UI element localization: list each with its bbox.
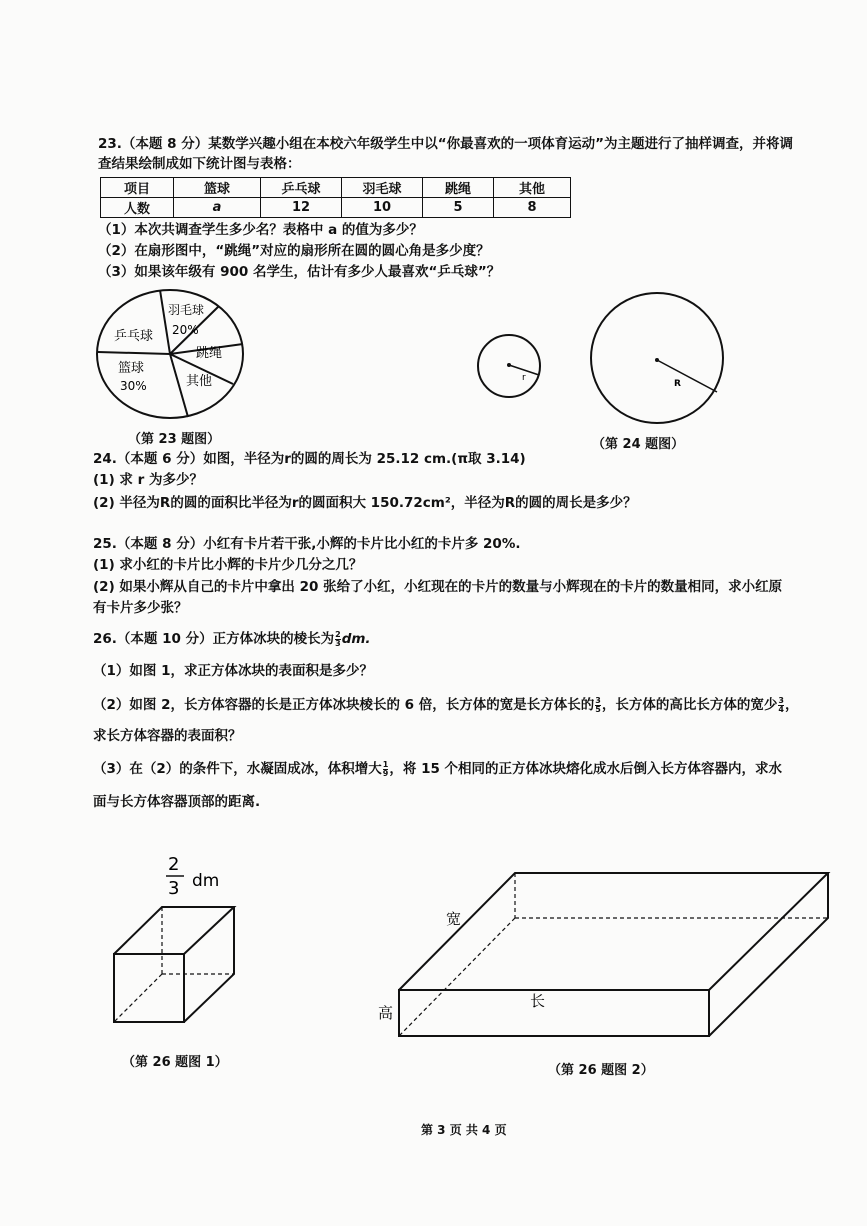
- pie-label-pingpong: 乒乓球: [114, 329, 154, 344]
- q26-sub3-c: 面与长方体容器顶部的距离.: [93, 794, 261, 810]
- q26-sub3-fraction: [383, 761, 389, 778]
- fraction-denominator: 3: [335, 638, 341, 648]
- fraction-denominator: 9: [382, 768, 389, 778]
- pie-label-basketball-pct: 30%: [120, 379, 147, 393]
- q26-sub3: [93, 759, 782, 779]
- q26-edge-fraction: [335, 631, 341, 648]
- cuboid-height-label: 高: [378, 1004, 394, 1022]
- q23-sub3: （3）如果该年级有 900 名学生，估计有多少人最喜欢“乒乓球”？: [98, 264, 501, 280]
- q26-sub3-text-a: （3）在（2）的条件下，水凝固成冰，体积增大: [93, 761, 382, 777]
- table-cell: 跳绳: [423, 178, 494, 198]
- q23-caption: （第 23 题图）: [128, 432, 221, 447]
- fraction-numerator: 3: [595, 695, 601, 705]
- table-cell: 8: [494, 198, 571, 218]
- q23-sub2: （2）在扇形图中，“跳绳”对应的扇形所在圆的圆心角是多少度？: [98, 243, 490, 259]
- cuboid-front-face: [399, 990, 709, 1036]
- cube-edge-denominator: 3: [168, 878, 180, 899]
- pie-label-other: 其他: [186, 374, 213, 389]
- q26-line1-text: 26.（本题 10 分）正方体冰块的棱长为: [93, 631, 335, 647]
- table-cell: 其他: [494, 178, 571, 198]
- table-row: [101, 178, 571, 198]
- q26-sub2-text-b: ，长方体的高比长方体的宽少: [601, 697, 778, 713]
- q25-line1: 25.（本题 8 分）小红有卡片若干张,小辉的卡片比小红的卡片多 20%.: [93, 536, 521, 552]
- q23-statistics-table: [100, 177, 571, 218]
- q24-small-circle-figure: [472, 332, 546, 402]
- table-cell: 5: [423, 198, 494, 218]
- pie-divider: [98, 352, 170, 354]
- fraction-numerator: 3: [778, 695, 784, 705]
- q23-line1: 23.（本题 8 分）某数学兴趣小组在本校六年级学生中以“你最喜欢的一项体育运动”为主题进行了抽样调查，并将调: [98, 136, 793, 152]
- pie-divider: [160, 290, 170, 354]
- cube-edge-numerator: 2: [168, 854, 180, 875]
- big-radius-label: R: [674, 379, 681, 389]
- cube-edge-unit: dm: [192, 871, 220, 891]
- q24-line1: 24.（本题 6 分）如图，半径为r的圆的周长为 25.12 cm.(π取 3.14): [93, 451, 526, 467]
- q26-cuboid-figure: [370, 860, 840, 1050]
- q23-line2: 查结果绘制成如下统计图与表格：: [98, 156, 301, 172]
- fraction-denominator: 5: [595, 704, 601, 714]
- table-cell: 篮球: [174, 178, 261, 198]
- q24-sub2: (2) 半径为R的圆的面积比半径为r的圆面积大 150.72cm²，半径为R的圆的周长是多少？: [93, 495, 637, 511]
- fraction-denominator: 4: [778, 704, 784, 714]
- pie-label-badminton-pct: 20%: [172, 323, 199, 337]
- cuboid-hidden-edge: [399, 918, 515, 1036]
- q26-sub1: （1）如图 1，求正方体冰块的表面积是多少？: [93, 663, 373, 679]
- q25-sub1: (1) 求小红的卡片比小辉的卡片少几分之几？: [93, 557, 363, 573]
- cuboid-right-face: [709, 873, 828, 1036]
- q24-sub1: (1) 求 r 为多少？: [93, 472, 203, 488]
- q26-fig1-caption: （第 26 题图 1）: [122, 1055, 228, 1070]
- table-cell: 羽毛球: [342, 178, 423, 198]
- q26-sub2-d: 求长方体容器的表面积？: [93, 728, 242, 744]
- fraction-numerator: 2: [335, 629, 341, 639]
- table-cell: 人数: [101, 198, 174, 218]
- q26-sub2-text-a: （2）如图 2，长方体容器的长是正方体冰块棱长的 6 倍，长方体的宽是长方体长的: [93, 697, 595, 713]
- cuboid-top-face: [399, 873, 828, 990]
- q26-sub2-text-c: ，: [784, 697, 799, 713]
- page-footer: 第 3 页 共 4 页: [421, 1123, 507, 1137]
- fraction-numerator: 1: [382, 759, 389, 769]
- q24-caption: （第 24 题图）: [592, 437, 685, 452]
- cube-front-face: [114, 954, 184, 1022]
- cube-top-face: [114, 907, 234, 954]
- cuboid-width-label: 宽: [446, 910, 462, 928]
- table-cell: 乒乓球: [261, 178, 342, 198]
- q25-sub2b: 有卡片多少张？: [93, 600, 188, 616]
- table-cell: 12: [261, 198, 342, 218]
- q26-cube-figure: [104, 850, 250, 1030]
- q24-big-circle-figure: [586, 288, 728, 426]
- q26-sub2: [93, 695, 798, 715]
- small-radius-label: r: [522, 373, 526, 383]
- q26-fig2-caption: （第 26 题图 2）: [548, 1063, 654, 1078]
- q26-sub3-text-b: ，将 15 个相同的正方体冰块熔化成水后倒入长方体容器内，求水: [389, 761, 783, 777]
- cube-hidden-edge: [114, 974, 162, 1022]
- q26-line1: [93, 629, 371, 649]
- cuboid-length-label: 长: [530, 992, 546, 1010]
- q26-sub2-fraction-1: [595, 697, 601, 714]
- q25-sub2a: (2) 如果小辉从自己的卡片中拿出 20 张给了小红，小红现在的卡片的数量与小辉现在的卡片的数量相同，求小红原: [93, 579, 783, 595]
- pie-label-jump: 跳绳: [196, 346, 223, 361]
- table-row: [101, 198, 571, 218]
- q26-sub2-fraction-2: [778, 697, 784, 714]
- big-circle-radius: [657, 360, 717, 392]
- q23-sub1: （1）本次共调查学生多少名？表格中 a 的值为多少？: [98, 222, 423, 238]
- pie-label-basketball: 篮球: [118, 361, 145, 376]
- table-cell: 项目: [101, 178, 174, 198]
- table-cell: a: [174, 198, 261, 218]
- q23-pie-figure: [90, 282, 250, 422]
- table-cell: 10: [342, 198, 423, 218]
- q26-edge-unit: dm.: [341, 631, 371, 647]
- pie-label-badminton: 羽毛球: [168, 303, 205, 317]
- cube-right-face: [184, 907, 234, 1022]
